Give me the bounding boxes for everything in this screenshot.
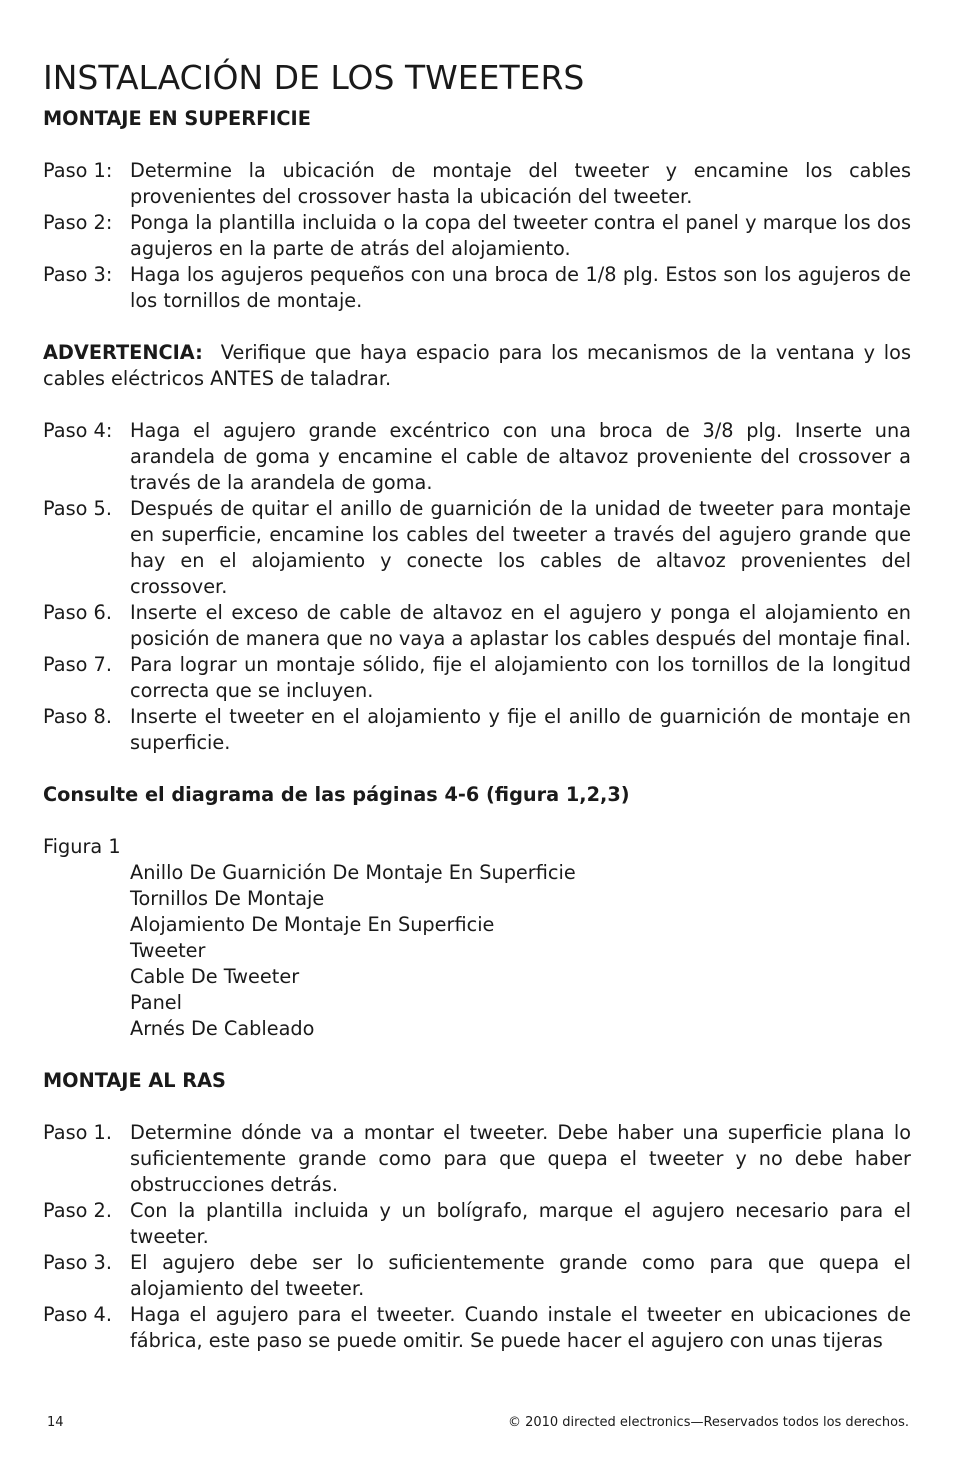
step-label: Paso 8. [43, 705, 112, 728]
copyright-notice: © 2010 directed electronics—Reservados todos los derechos. [507, 1415, 909, 1430]
step-text: Haga los agujeros pequeños con una broca de 1/8 plg. Estos son los agujeros de los tornillos de montaje. [130, 263, 911, 312]
step-item [43, 262, 911, 314]
step-label: Paso 7. [43, 653, 112, 676]
step-text: Después de quitar el anillo de guarnición de la unidad de tweeter para montaje en superficie, encamine los cables del tweeter a través del agujero grande que hay en el alojamiento y conecte los cables de altavoz provenientes del crossover. [130, 497, 911, 598]
step-item [43, 158, 911, 210]
step-item [43, 418, 911, 496]
step-item [43, 1120, 911, 1198]
diagram-reference: Consulte el diagrama de las páginas 4-6 (figura 1,2,3) [43, 783, 630, 806]
step-text: El agujero debe ser lo suficientemente grande como para que quepa el alojamiento del tweeter. [130, 1251, 911, 1300]
step-label: Paso 2: [43, 211, 113, 234]
step-text: Haga el agujero grande excéntrico con una broca de 3/8 plg. Inserte una arandela de goma y encamine el cable de altavoz proveniente del crossover a través de la arandela de goma. [130, 419, 911, 494]
page-title: INSTALACIÓN DE LOS TWEETERS [43, 58, 585, 98]
step-label: Paso 3: [43, 263, 113, 286]
step-label: Paso 2. [43, 1199, 112, 1222]
step-label: Paso 1: [43, 159, 113, 182]
step-label: Paso 1. [43, 1121, 112, 1144]
warning-label: ADVERTENCIA: [43, 341, 203, 364]
step-item [43, 600, 911, 652]
step-item [43, 210, 911, 262]
step-item [43, 652, 911, 704]
step-item [43, 704, 911, 756]
step-label: Paso 3. [43, 1251, 112, 1274]
step-item [43, 1198, 911, 1250]
step-label: Paso 5. [43, 497, 112, 520]
step-text: Determine dónde va a montar el tweeter. Debe haber una superficie plana lo suficientemente grande como para que quepa el tweeter y no debe haber obstrucciones detrás. [130, 1121, 911, 1196]
page-number: 14 [47, 1415, 64, 1430]
step-text: Inserte el tweeter en el alojamiento y fije el anillo de guarnición de montaje en superficie. [130, 705, 911, 754]
step-item [43, 1302, 911, 1354]
step-item [43, 496, 911, 600]
figure-item: Tweeter [130, 939, 206, 962]
figure-item: Panel [130, 991, 183, 1014]
step-text: Ponga la plantilla incluida o la copa del tweeter contra el panel y marque los dos agujeros en la parte de atrás del alojamiento. [130, 211, 911, 260]
step-text: Haga el agujero para el tweeter. Cuando instale el tweeter en ubicaciones de fábrica, este paso se puede omitir. Se puede hacer el agujero con unas tijeras [130, 1303, 911, 1352]
step-text: Determine la ubicación de montaje del tweeter y encamine los cables provenientes del crossover hasta la ubicación del tweeter. [130, 159, 911, 208]
warning-note [43, 340, 911, 392]
figure-item: Arnés De Cableado [130, 1017, 315, 1040]
section-heading-flush-mount: MONTAJE AL RAS [43, 1069, 226, 1092]
figure-item: Alojamiento De Montaje En Superficie [130, 913, 495, 936]
step-text: Con la plantilla incluida y un bolígrafo, marque el agujero necesario para el tweeter. [130, 1199, 911, 1248]
figure-label: Figura 1 [43, 835, 121, 858]
figure-item: Tornillos De Montaje [130, 887, 325, 910]
step-item [43, 1250, 911, 1302]
figure-item: Cable De Tweeter [130, 965, 300, 988]
step-text: Para lograr un montaje sólido, fije el alojamiento con los tornillos de la longitud correcta que se incluyen. [130, 653, 911, 702]
step-text: Inserte el exceso de cable de altavoz en el agujero y ponga el alojamiento en posición de manera que no vaya a aplastar los cables después del montaje final. [130, 601, 911, 650]
step-label: Paso 6. [43, 601, 112, 624]
figure-item: Anillo De Guarnición De Montaje En Superficie [130, 861, 576, 884]
page-content [43, 106, 911, 1354]
step-label: Paso 4. [43, 1303, 112, 1326]
step-label: Paso 4: [43, 419, 113, 442]
section-heading-surface-mount: MONTAJE EN SUPERFICIE [43, 107, 311, 130]
warning-text: Verifique que haya espacio para los mecanismos de la ventana y los cables eléctricos ANTES de taladrar. [43, 341, 911, 390]
